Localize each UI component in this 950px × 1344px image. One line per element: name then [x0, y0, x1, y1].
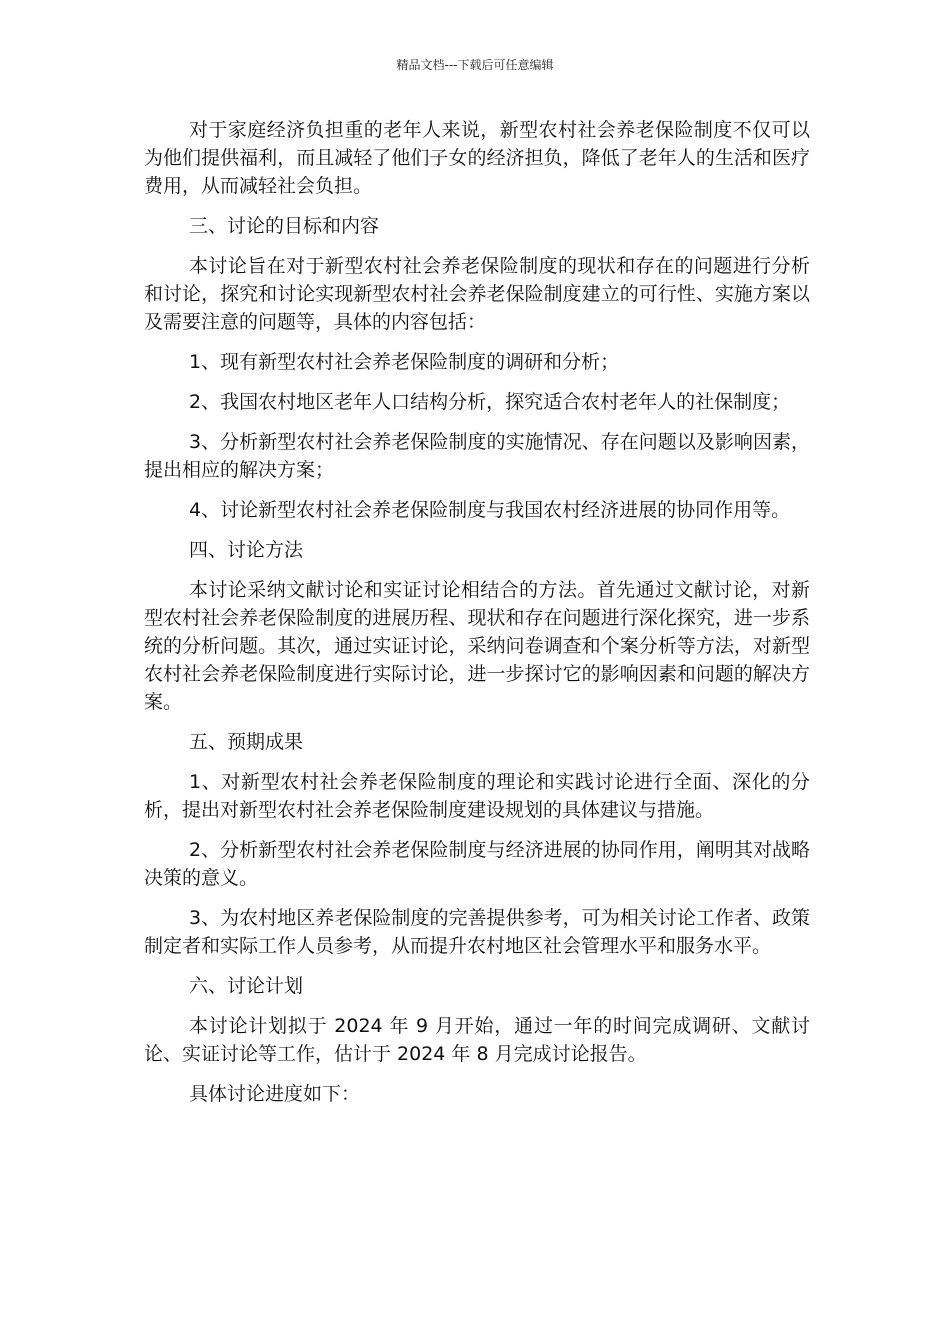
- list-item-goal-1: 1、现有新型农村社会养老保险制度的调研和分析；: [189, 351, 620, 373]
- section-heading-4: 四、讨论方法: [189, 539, 304, 561]
- section-heading-3: 三、讨论的目标和内容: [189, 215, 380, 237]
- paragraph-schedule-intro: 具体讨论进度如下：: [189, 1083, 361, 1105]
- list-item-goal-4: 4、讨论新型农村社会养老保险制度与我国农村经济进展的协同作用等。: [189, 499, 791, 521]
- section-heading-5: 五、预期成果: [189, 731, 304, 753]
- paragraph-plan: 本讨论计划拟于 2024 年 9 月开始，通过一年的时间完成调研、文献讨论、实证讨论等工作，估计于 2024 年 8 月完成讨论报告。: [144, 1015, 810, 1065]
- list-item-outcome-3: 3、为农村地区养老保险制度的完善提供参考，可为相关讨论工作者、政策制定者和实际工作人员参考，从而提升农村地区社会管理水平和服务水平。: [144, 907, 810, 957]
- list-item-goal-3: 3、分析新型农村社会养老保险制度的实施情况、存在问题以及影响因素，提出相应的解决方案；: [144, 431, 810, 481]
- list-item-outcome-2: 2、分析新型农村社会养老保险制度与经济进展的协同作用，阐明其对战略决策的意义。: [144, 839, 810, 889]
- section-heading-6: 六、讨论计划: [189, 975, 304, 997]
- paragraph-methods: 本讨论采纳文献讨论和实证讨论相结合的方法。首先通过文献讨论，对新型农村社会养老保险制度的进展历程、现状和存在问题进行深化探究，进一步系统的分析问题。其次，通过实证讨论，采纳问卷调查和个案分析等方法，对新型农村社会养老保险制度进行实际讨论，进一步探讨它的影响因素和问题的解决方案。: [144, 579, 810, 713]
- page-header: 精品文档---下载后可任意编辑: [396, 58, 554, 72]
- list-item-outcome-1: 1、对新型农村社会养老保险制度的理论和实践讨论进行全面、深化的分析，提出对新型农村社会养老保险制度建设规划的具体建议与措施。: [144, 771, 810, 821]
- document-body: [144, 116, 810, 1120]
- paragraph-intro: 对于家庭经济负担重的老年人来说，新型农村社会养老保险制度不仅可以为他们提供福利，而且减轻了他们子女的经济担负，降低了老年人的生活和医疗费用，从而减轻社会负担。: [144, 119, 810, 197]
- list-item-goal-2: 2、我国农村地区老年人口结构分析，探究适合农村老年人的社保制度；: [189, 391, 791, 413]
- paragraph-goals: 本讨论旨在对于新型农村社会养老保险制度的现状和存在的问题进行分析和讨论，探究和讨论实现新型农村社会养老保险制度建立的可行性、实施方案以及需要注意的问题等，具体的内容包括：: [144, 255, 810, 333]
